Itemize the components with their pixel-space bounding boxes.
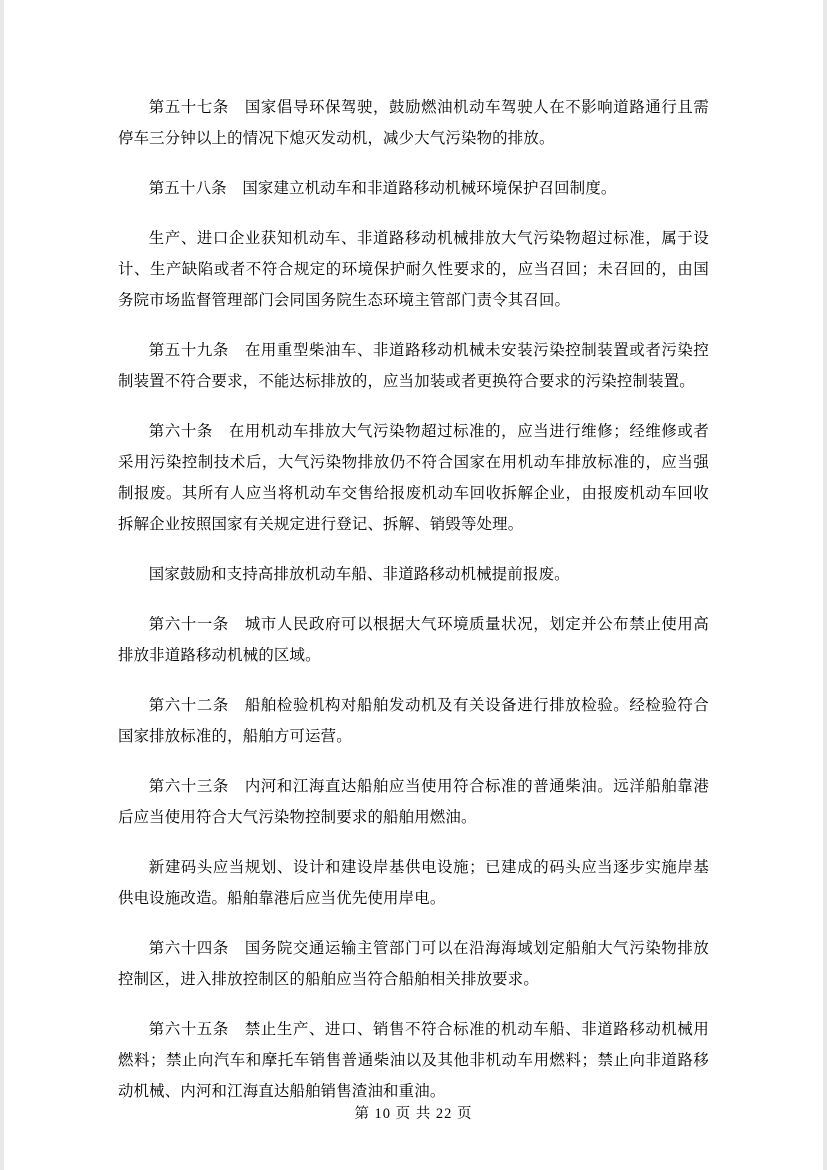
- paragraph: 第六十三条 内河和江海直达船舶应当使用符合标准的普通柴油。远洋船舶靠港后应当使用符合大气污染物控制要求的船舶用燃油。: [118, 778, 709, 826]
- page-footer: [0, 1102, 827, 1123]
- document-body: [118, 92, 709, 1126]
- page-edge-right: [823, 0, 827, 1170]
- paragraph: 第六十五条 禁止生产、进口、销售不符合标准的机动车船、非道路移动机械用燃料；禁止向汽车和摩托车销售普通柴油以及其他非机动车用燃料；禁止向非道路移动机械、内河和江海直达船舶销售渣油和重油。: [118, 1021, 709, 1100]
- paragraph: 第五十九条 在用重型柴油车、非道路移动机械未安装污染控制装置或者污染控制装置不符合要求，不能达标排放的，应当加装或者更换符合要求的污染控制装置。: [118, 342, 709, 390]
- paragraph: 第六十四条 国务院交通运输主管部门可以在沿海海域划定船舶大气污染物排放控制区，进入排放控制区的船舶应当符合船舶相关排放要求。: [118, 940, 709, 988]
- paragraph: 新建码头应当规划、设计和建设岸基供电设施；已建成的码头应当逐步实施岸基供电设施改造。船舶靠港后应当优先使用岸电。: [118, 859, 709, 907]
- paragraph: 第五十七条 国家倡导环保驾驶，鼓励燃油机动车驾驶人在不影响道路通行且需停车三分钟以上的情况下熄灭发动机，减少大气污染物的排放。: [118, 99, 709, 147]
- page-number-text: 第 10 页 共 22 页: [354, 1106, 473, 1122]
- paragraph: 生产、进口企业获知机动车、非道路移动机械排放大气污染物超过标准，属于设计、生产缺陷或者不符合规定的环境保护耐久性要求的，应当召回；未召回的，由国务院市场监督管理部门会同国务院生态环境主管部门责令其召回。: [118, 230, 709, 309]
- paragraph: 第五十八条 国家建立机动车和非道路移动机械环境保护召回制度。: [148, 180, 617, 197]
- paragraph: 第六十一条 城市人民政府可以根据大气环境质量状况，划定并公布禁止使用高排放非道路移动机械的区域。: [118, 616, 709, 664]
- paragraph: 第六十二条 船舶检验机构对船舶发动机及有关设备进行排放检验。经检验符合国家排放标准的，船舶方可运营。: [118, 697, 709, 745]
- page-edge-left: [0, 0, 4, 1170]
- paragraph: 第六十条 在用机动车排放大气污染物超过标准的，应当进行维修；经维修或者采用污染控制技术后，大气污染物排放仍不符合国家在用机动车排放标准的，应当强制报废。其所有人应当将机动车交售给报废机动车回收拆解企业，由报废机动车回收拆解企业按照国家有关规定进行登记、拆解、销毁等处理。: [118, 423, 709, 533]
- paragraph: 国家鼓励和支持高排放机动车船、非道路移动机械提前报废。: [148, 566, 570, 583]
